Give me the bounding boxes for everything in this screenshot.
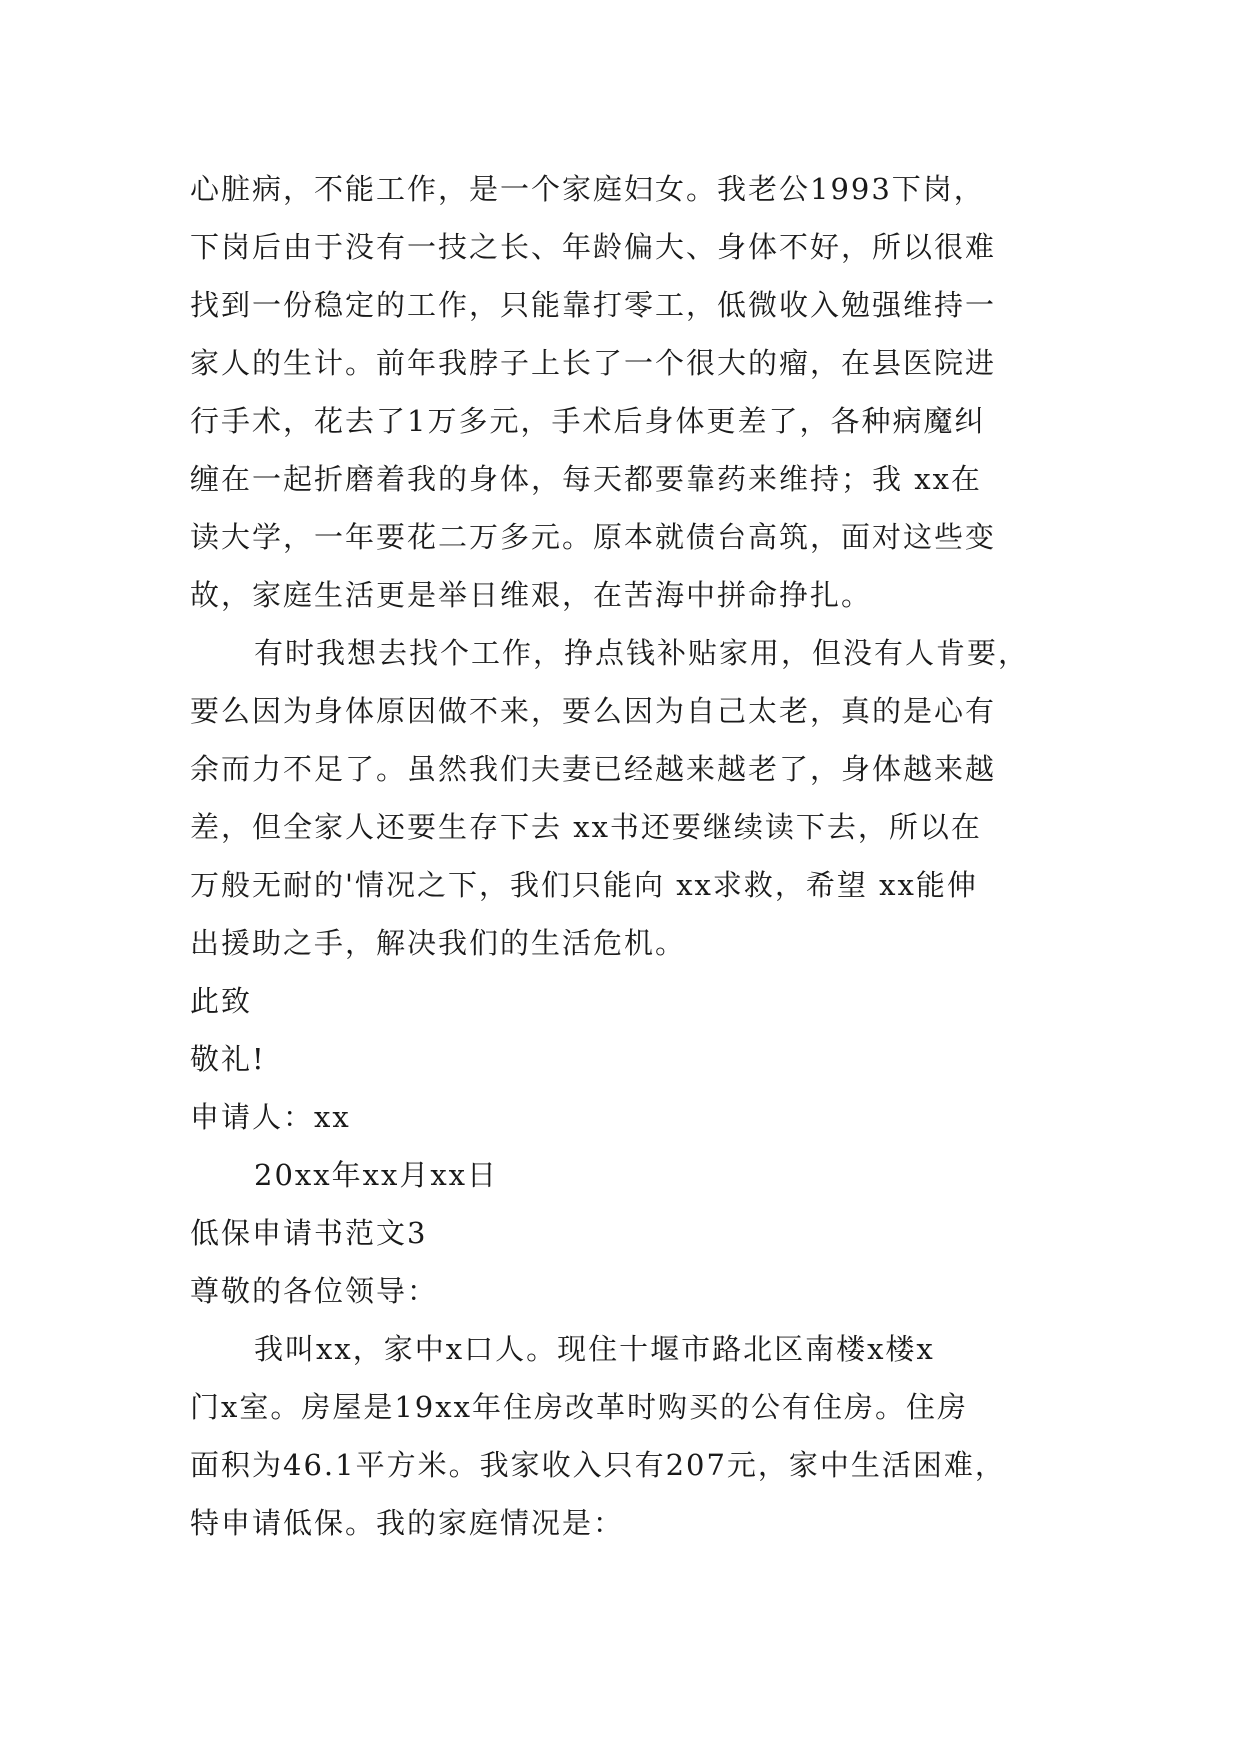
document-body bbox=[190, 160, 1070, 1552]
paragraph-line: 家人的生计。前年我脖子上长了一个很大的瘤，在县医院进 bbox=[190, 346, 997, 380]
paragraph-line: 余而力不足了。虽然我们夫妻已经越来越老了，身体越来越 bbox=[190, 752, 997, 786]
paragraph-line: 读大学，一年要花二万多元。原本就债台高筑，面对这些变 bbox=[190, 520, 997, 554]
paragraph-line: 特申请低保。我的家庭情况是： bbox=[190, 1506, 625, 1540]
paragraph-line: 要么因为身体原因做不来，要么因为自己太老，真的是心有 bbox=[190, 694, 997, 728]
paragraph-line: 万般无耐的'情况之下，我们只能向 xx求救，希望 xx能伸 bbox=[190, 868, 978, 902]
applicant-signature: 申请人：xx bbox=[190, 1100, 351, 1134]
letter-greeting: 尊敬的各位领导： bbox=[190, 1274, 439, 1308]
paragraph-line: 差，但全家人还要生存下去 xx书还要继续读下去，所以在 bbox=[190, 810, 982, 844]
paragraph-line: 门x室。房屋是19xx年住房改革时购买的公有住房。住房 bbox=[190, 1390, 968, 1424]
paragraph-line: 面积为46.1平方米。我家收入只有207元，家中生活困难， bbox=[190, 1448, 1006, 1482]
closing-salutation: 此致 bbox=[190, 984, 253, 1018]
paragraph-line: 缠在一起折磨着我的身体，每天都要靠药来维持；我 xx在 bbox=[190, 462, 982, 496]
paragraph-line: 下岗后由于没有一技之长、年龄偏大、身体不好，所以很难 bbox=[190, 230, 997, 264]
section-title: 低保申请书范文3 bbox=[190, 1216, 428, 1250]
paragraph-line-indented: 有时我想去找个工作，挣点钱补贴家用，但没有人肯要， bbox=[254, 636, 1030, 670]
paragraph-line: 故，家庭生活更是举日维艰，在苦海中拼命挣扎。 bbox=[190, 578, 873, 612]
paragraph-line: 行手术，花去了1万多元，手术后身体更差了，各种病魔纠 bbox=[190, 404, 986, 438]
closing-regards: 敬礼! bbox=[190, 1042, 266, 1076]
paragraph-line: 心脏病，不能工作，是一个家庭妇女。我老公1993下岗， bbox=[190, 172, 985, 206]
paragraph-line: 找到一份稳定的工作，只能靠打零工，低微收入勉强维持一 bbox=[190, 288, 997, 322]
paragraph-line-indented: 我叫xx，家中x口人。现住十堰市路北区南楼x楼x bbox=[254, 1332, 935, 1366]
letter-date: 20xx年xx月xx日 bbox=[254, 1158, 499, 1192]
paragraph-line: 出援助之手，解决我们的生活危机。 bbox=[190, 926, 687, 960]
